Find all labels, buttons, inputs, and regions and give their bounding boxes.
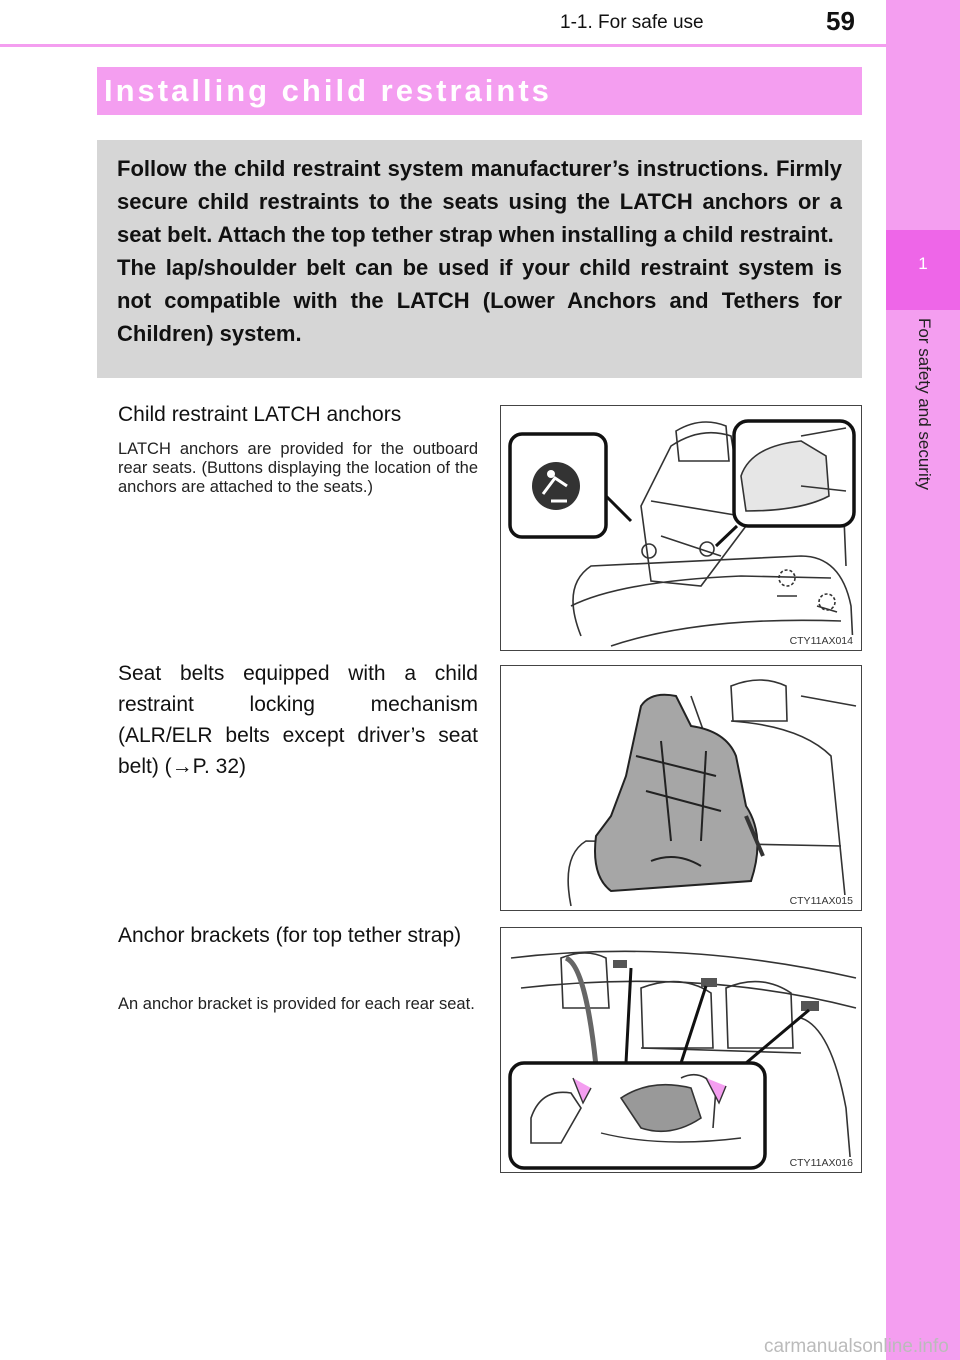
chapter-label: For safety and security bbox=[915, 318, 934, 490]
chapter-number: 1 bbox=[918, 254, 928, 273]
watermark: carmanualsonline.info bbox=[764, 1336, 949, 1357]
figure-seat-belts bbox=[500, 665, 862, 911]
figure-code: CTY11AX014 bbox=[789, 635, 853, 647]
header-rule bbox=[0, 44, 886, 47]
anchor-brackets-illustration bbox=[501, 928, 862, 1173]
chapter-side-tab bbox=[886, 0, 960, 1360]
figure-code: CTY11AX015 bbox=[789, 895, 853, 907]
figure-latch-anchors bbox=[500, 405, 862, 651]
item-heading-seat-belts: Seat belts equipped with a child restraint locking mechanism (ALR/ELR belts except driver’s seat belt) (→P. 32) bbox=[118, 662, 478, 778]
item-heading-anchor-brackets: Anchor brackets (for top tether strap) bbox=[118, 924, 462, 947]
intro-box bbox=[97, 140, 862, 378]
intro-paragraph-2: The lap/shoulder belt can be used if your child restraint system is not compatible with the LATCH (Lower Anchors and Tethers for Children) system. bbox=[117, 255, 842, 346]
latch-anchors-illustration bbox=[501, 406, 862, 651]
intro-paragraph-1: Follow the child restraint system manufacturer’s instructions. Firmly secure child restraints to the seats using the LATCH anchors or a seat belt. Attach the top tether strap when installing a child restraint. bbox=[117, 156, 842, 247]
section-header: 1-1. For safe use bbox=[560, 12, 704, 33]
seat-belt-child-seat-illustration bbox=[501, 666, 862, 911]
figure-anchor-brackets bbox=[500, 927, 862, 1173]
page-title: Installing child restraints bbox=[104, 73, 552, 108]
item-description-anchor-brackets: An anchor bracket is provided for each rear seat. bbox=[118, 995, 475, 1013]
figure-code: CTY11AX016 bbox=[789, 1157, 853, 1169]
item-description-latch-anchors: LATCH anchors are provided for the outboard rear seats. (Buttons displaying the location of the anchors are attached to the seats.) bbox=[118, 440, 478, 496]
page-number: 59 bbox=[826, 6, 855, 36]
item-heading-latch-anchors: Child restraint LATCH anchors bbox=[118, 403, 402, 426]
